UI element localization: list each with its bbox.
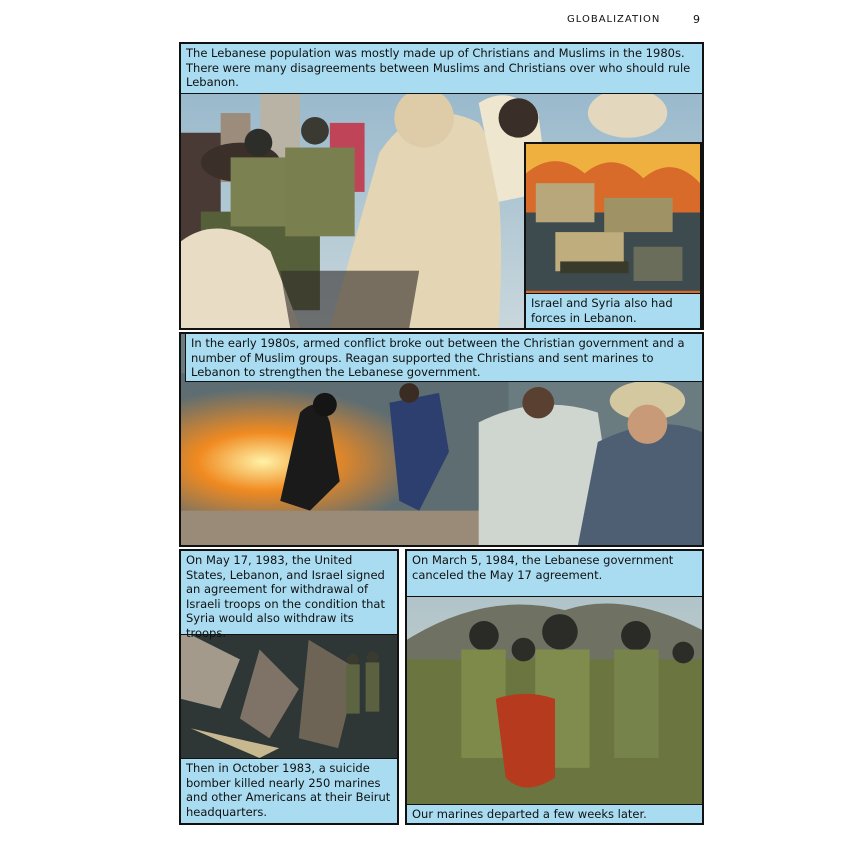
panel-2-caption: In the early 1980s, armed conflict broke out between the Christian government and a number of Muslim groups. Reagan supported the Christians and sent marines to Lebanon to strengthen the Lebanese government. — [185, 333, 704, 382]
panel-1-caption: The Lebanese population was mostly made up of Christians and Muslims in the 1980s. There were many disagreements between Muslims and Christians over who should rule Lebanon. — [180, 43, 704, 94]
panel-1-inset-tanks — [524, 142, 702, 330]
panel-1-inset-caption: Israel and Syria also had forces in Lebanon. — [525, 293, 702, 330]
panel-4-top-caption: On March 5, 1984, the Lebanese government canceled the May 17 agreement. — [406, 550, 704, 597]
running-header-title: GLOBALIZATION — [567, 14, 661, 25]
panel-4-illustration — [405, 549, 704, 825]
panel-3-illustration — [179, 549, 399, 825]
panel-3-bottom-caption: Then in October 1983, a suicide bomber killed nearly 250 marines and other Americans at their Beirut headquarters. — [180, 758, 399, 825]
panel-3-top-caption: On May 17, 1983, the United States, Lebanon, and Israel signed an agreement for withdrawal of Israeli troops on the condition that Syria would also withdraw its troops. — [180, 550, 399, 635]
panel-4-bottom-caption: Our marines departed a few weeks later. — [406, 804, 704, 825]
page-number: 9 — [693, 13, 700, 26]
panel-1-illustration — [179, 42, 704, 330]
panel-2-illustration — [179, 332, 704, 547]
